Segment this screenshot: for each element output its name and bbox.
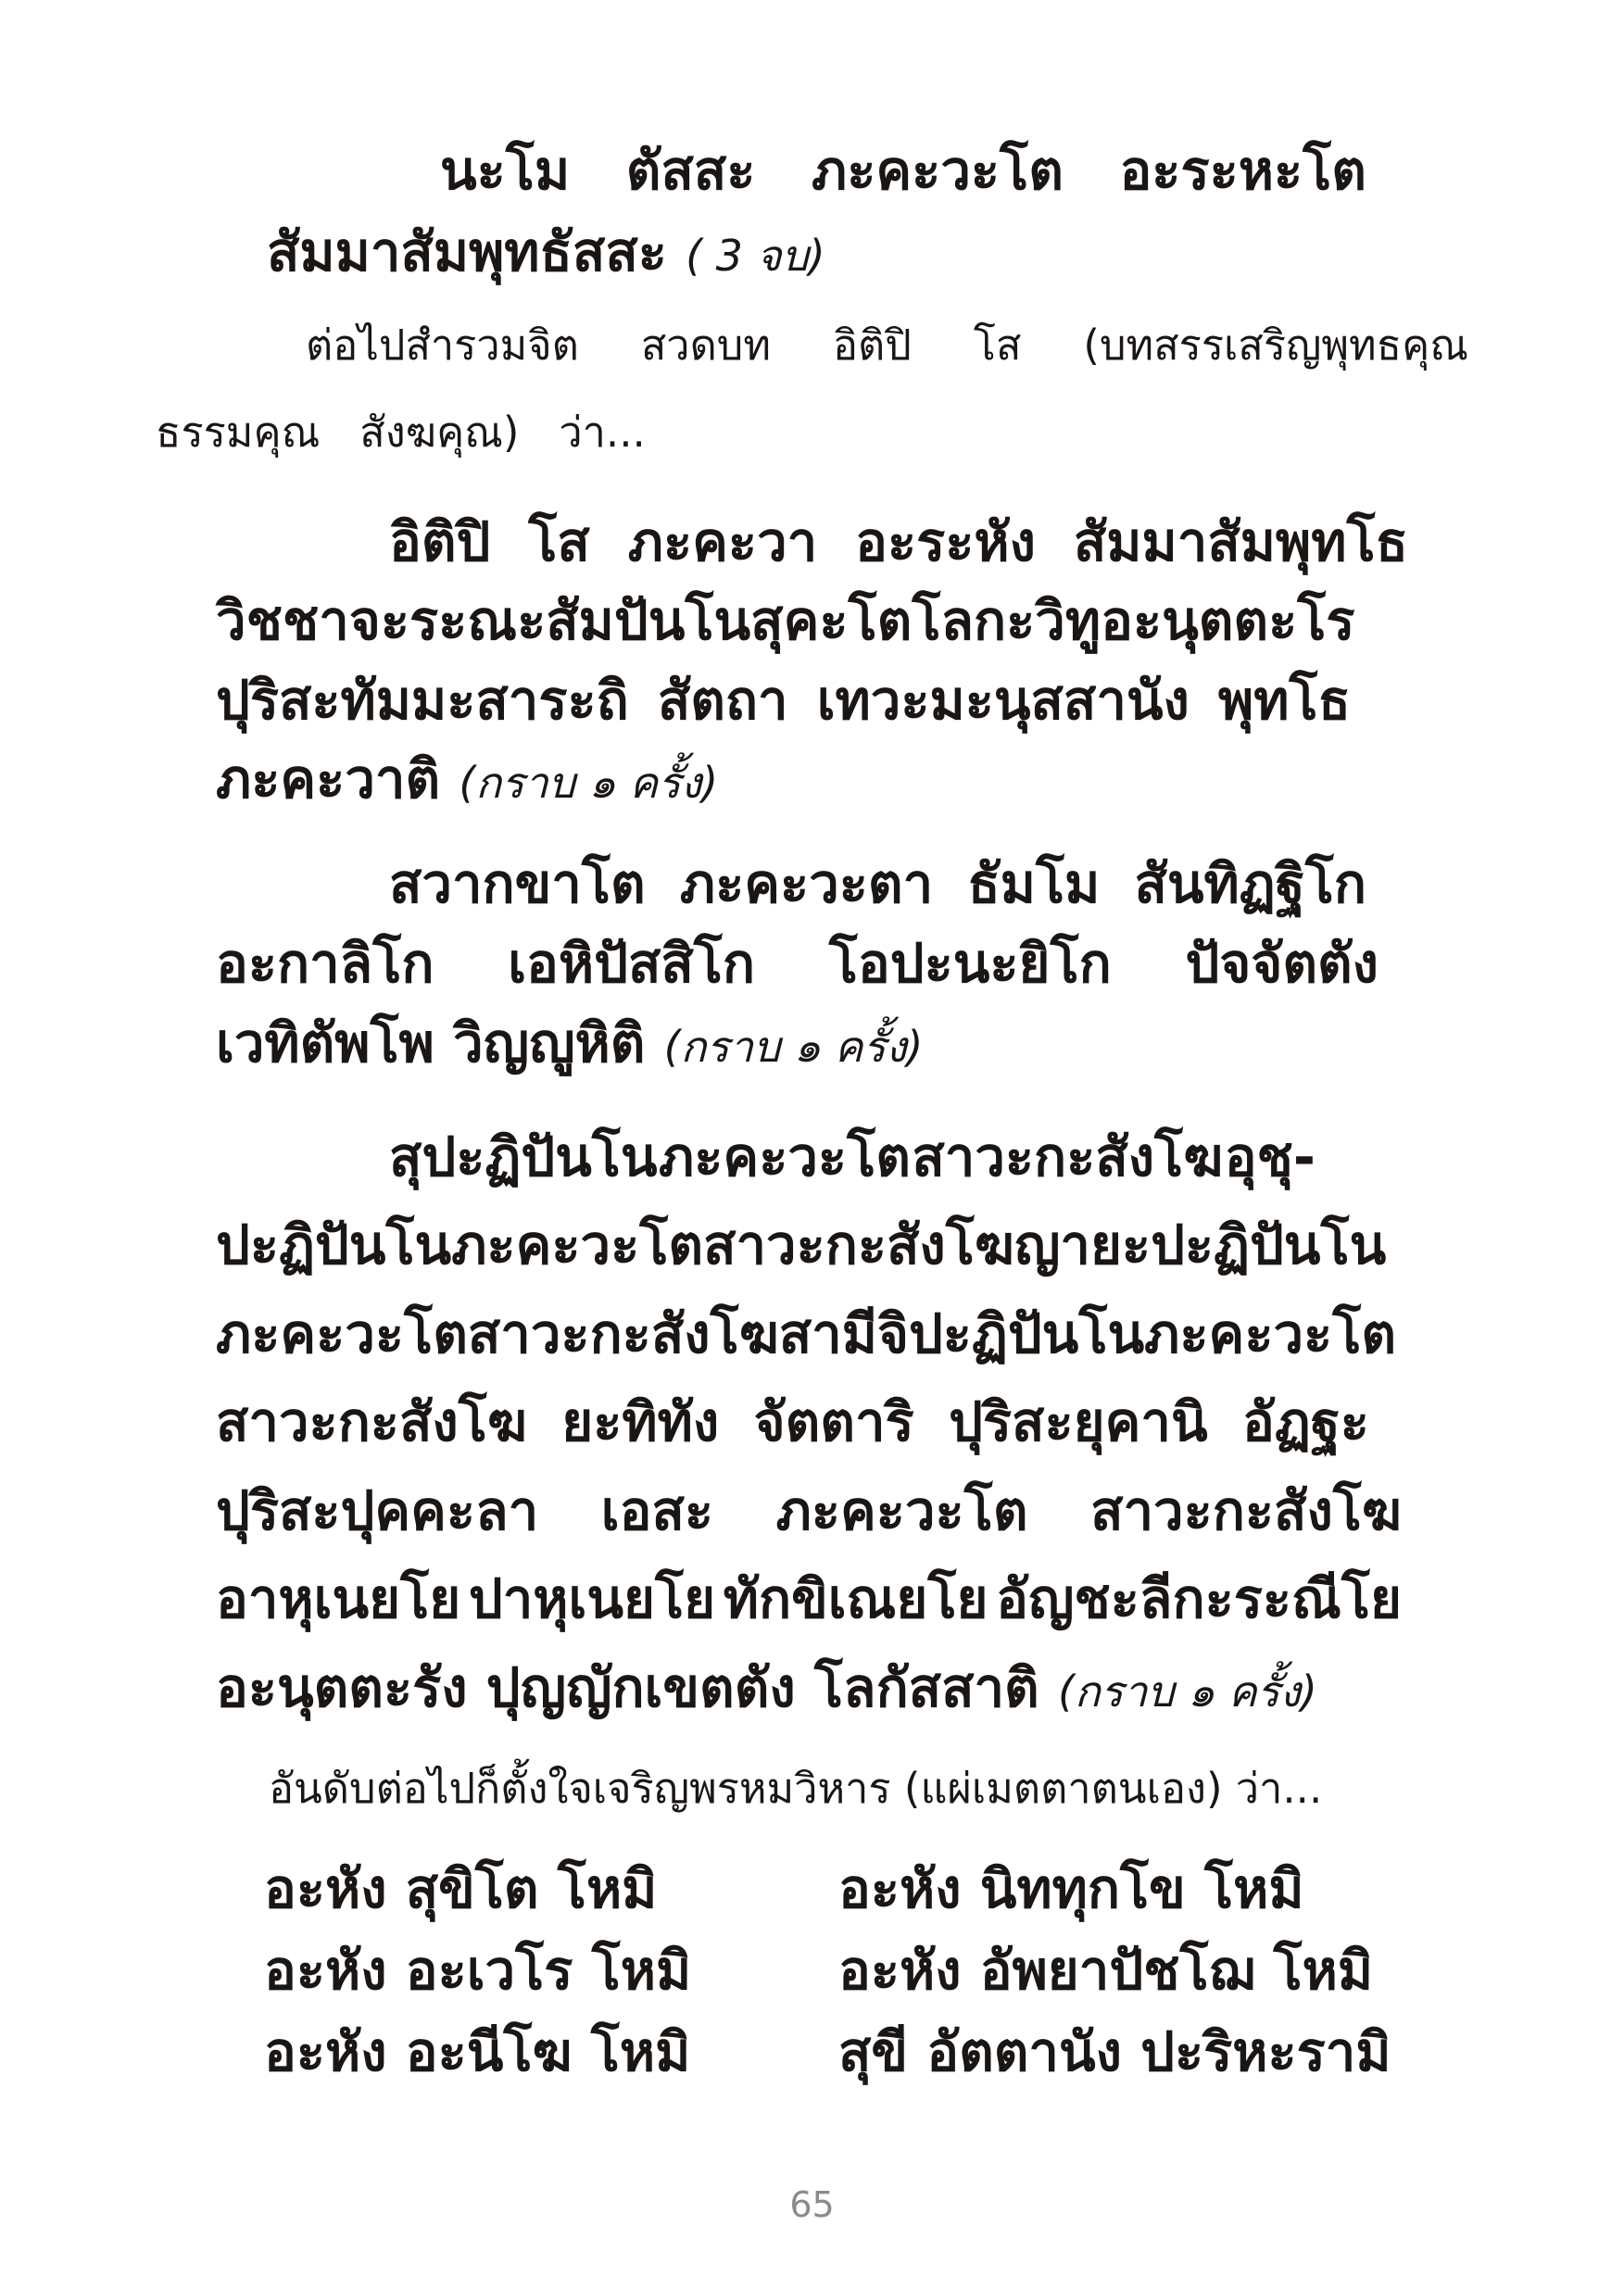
chant-word: เทวะมะนุสสานัง xyxy=(816,669,1190,732)
buddha-verse-line-3 xyxy=(216,669,1351,732)
chant-word: อัฏฐะ xyxy=(1242,1390,1369,1453)
chant-text: อะนุตตะรัง ปุญญักเขตตัง โลกัสสาติ xyxy=(216,1656,1039,1719)
chant-word: วิชชาจะระณะสัมปันโน xyxy=(216,589,751,652)
chant-word: อะระหัง xyxy=(855,510,1036,573)
chant-word: อะกาลิโก xyxy=(216,932,434,995)
sangha-verse-line-7 xyxy=(216,1656,1317,1719)
chant-word: ปุริสะทัมมะสาระถิ xyxy=(216,669,629,732)
page-number: 65 xyxy=(789,2184,835,2225)
dhamma-verse-line-3 xyxy=(216,1012,924,1075)
metta-left-line-3: อะหัง อะนีโฆ โหมิ xyxy=(264,2020,691,2083)
chant-text: สัมมาสัมพุทธัสสะ xyxy=(267,220,667,283)
chant-word: ภะคะวะโต xyxy=(216,1302,468,1365)
buddha-verse-line-4 xyxy=(216,748,719,811)
chant-word: อะนุตตะโร xyxy=(1101,589,1355,652)
chant-word: อิติปิ xyxy=(389,510,491,573)
chant-word: ภะคะวะโต xyxy=(659,1126,911,1189)
metta-left-line-1: อะหัง สุขิโต โหมิ xyxy=(264,1857,658,1920)
repeat-note: ( 3 จบ) xyxy=(686,231,825,281)
bow-note: (กราบ ๑ ครั้ง) xyxy=(1057,1666,1317,1717)
chant-word: สาวะกะสังโฆ xyxy=(703,1214,1014,1277)
chant-word: เอหิปัสสิโก xyxy=(508,932,756,995)
metta-right-line-1: อะหัง นิททุกโข โหมิ xyxy=(838,1857,1304,1920)
narration-word: ต่อไปสำรวมจิต xyxy=(306,321,579,370)
chant-word: ภะคะวา xyxy=(627,510,818,573)
buddha-verse-line-2 xyxy=(216,589,1355,652)
chant-word: สุปะฏิปันโน xyxy=(389,1126,658,1189)
sangha-verse-line-6 xyxy=(216,1567,1402,1630)
narration-word: โส xyxy=(973,321,1022,370)
sangha-verse-line-3 xyxy=(216,1302,1397,1365)
chant-word: ตัสสะ xyxy=(625,139,756,202)
chant-word: ภะคะวะโต xyxy=(1144,1302,1397,1365)
dhamma-verse-line-2 xyxy=(216,932,1379,995)
sangha-verse-line-1 xyxy=(389,1126,1316,1189)
chant-word: ปุริสะยุคานิ xyxy=(949,1390,1208,1453)
chant-word: โอปะนะยิโก xyxy=(828,932,1112,995)
chant-word: ทักขิเณยโย xyxy=(723,1567,988,1630)
intro-itipiso-line-2: ธรรมคุณ สังฆคุณ) ว่า... xyxy=(156,408,646,457)
chant-word: นะโม xyxy=(440,139,571,202)
dhamma-verse-line-1 xyxy=(389,852,1366,915)
chant-word: ปะฏิปันโน xyxy=(216,1214,452,1277)
chant-word: สัตถา xyxy=(657,669,788,732)
chant-word: สวากขาโต xyxy=(389,852,646,915)
chant-text: ภะคะวาติ xyxy=(216,748,441,811)
chant-word: โส xyxy=(528,510,590,573)
metta-left-line-2: อะหัง อะเวโร โหมิ xyxy=(264,1939,692,2002)
chant-word: จัตตาริ xyxy=(753,1390,914,1453)
intro-itipiso-line-1 xyxy=(306,321,1468,370)
chant-word: สาวะกะสังโฆ xyxy=(1090,1479,1402,1542)
chant-word: เอสะ xyxy=(600,1479,714,1542)
chant-word: ญายะปะฏิปันโน xyxy=(1013,1214,1387,1277)
homage-line-1 xyxy=(440,139,1366,202)
homage-line-2 xyxy=(267,220,825,283)
chant-word: สันทิฏฐิโก xyxy=(1134,852,1366,915)
chant-word: ธัมโม xyxy=(967,852,1101,915)
bow-note: (กราบ ๑ ครั้ง) xyxy=(459,758,719,808)
chant-word: อุชุ- xyxy=(1224,1126,1316,1189)
chant-word: อาหุเนยโย xyxy=(216,1567,461,1630)
chant-word: สุคะโต xyxy=(750,589,913,652)
sangha-verse-line-2 xyxy=(216,1214,1387,1277)
chant-word: สาวะกะสังโฆ xyxy=(467,1302,779,1365)
chant-word: สาวะกะสังโฆ xyxy=(216,1390,527,1453)
sangha-verse-line-4 xyxy=(216,1390,1369,1453)
chant-word: ยะทิทัง xyxy=(561,1390,720,1453)
chant-word: อะระหะโต xyxy=(1119,139,1366,202)
chant-word: พุทโธ xyxy=(1217,669,1351,732)
bow-note: (กราบ ๑ ครั้ง) xyxy=(663,1022,924,1072)
chant-word: ปัจจัตตัง xyxy=(1185,932,1379,995)
intro-metta: อันดับต่อไปก็ตั้งใจเจริญพรหมวิหาร (แผ่เมตตาตนเอง) ว่า... xyxy=(269,1764,1323,1813)
narration-word: (บทสรรเสริญพุทธคุณ xyxy=(1083,321,1468,370)
chant-word: สัมมาสัมพุทโธ xyxy=(1073,510,1408,573)
chant-word: ภะคะวะโต xyxy=(812,139,1064,202)
buddha-verse-line-1 xyxy=(389,510,1408,573)
chant-word: ภะคะวะโต xyxy=(775,1479,1028,1542)
chant-word: ปาหุเนยโย xyxy=(468,1567,716,1630)
chant-word: สาวะกะสังโฆ xyxy=(912,1126,1224,1189)
chant-word: ภะคะวะตา xyxy=(679,852,934,915)
narration-word: สวดบท xyxy=(640,321,772,370)
chant-word: ปุริสะปุคคะลา xyxy=(216,1479,539,1542)
metta-right-line-3: สุขี อัตตานัง ปะริหะรามิ xyxy=(838,2020,1391,2083)
chant-word: สามีจิปะฏิปันโน xyxy=(778,1302,1145,1365)
metta-right-line-2: อะหัง อัพยาปัชโฌ โหมิ xyxy=(838,1939,1374,2002)
chant-word: อัญชะลีกะระณีโย xyxy=(996,1567,1402,1630)
sangha-verse-line-5 xyxy=(216,1479,1402,1542)
chant-text: เวทิตัพโพ วิญญูหิติ xyxy=(216,1012,646,1075)
narration-word: อิติปิ xyxy=(833,321,912,370)
chant-word: โลกะวิทู xyxy=(912,589,1102,652)
chant-word: ภะคะวะโต xyxy=(451,1214,704,1277)
